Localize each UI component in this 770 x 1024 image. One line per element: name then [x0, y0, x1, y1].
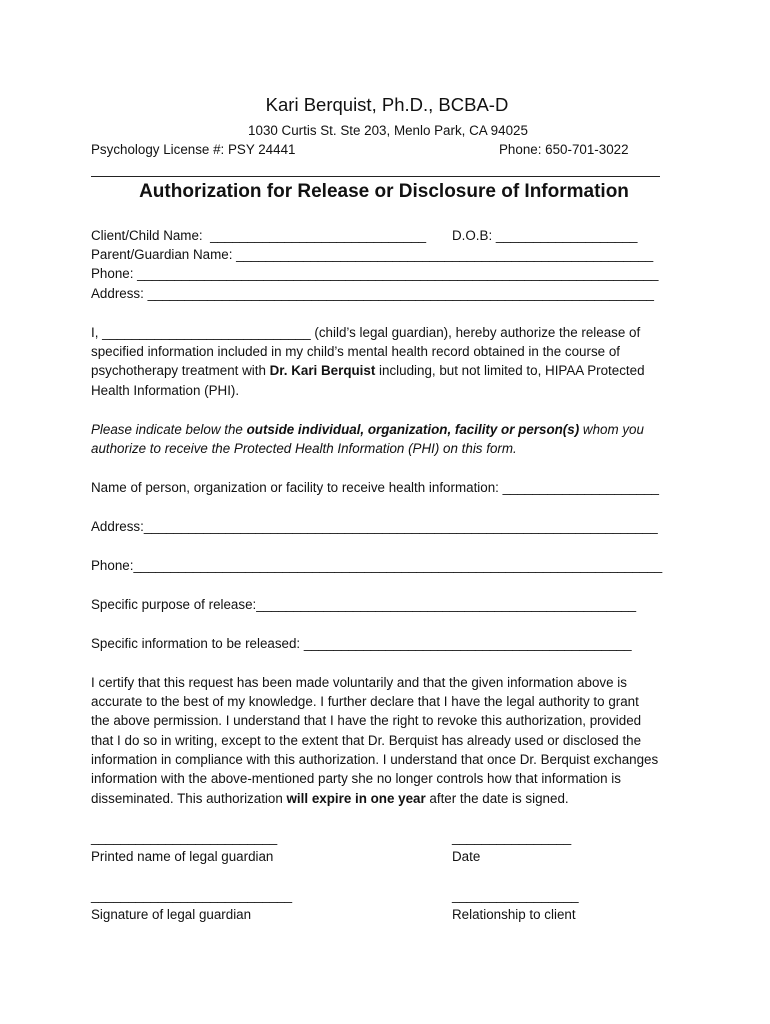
- certification-line-4: that I do so in writing, except to the extent that Dr. Berquist has already used or disclosed the: [91, 733, 642, 748]
- certification-line-5: information in compliance with this authorization. I understand that once Dr. Berquist exchanges: [91, 752, 659, 767]
- license-number: Psychology License #: PSY 24441: [91, 142, 296, 157]
- printed-name-label: Printed name of legal guardian: [91, 849, 274, 864]
- date-line[interactable]: ________________: [452, 830, 572, 845]
- certification-line-7-start: disseminated. This authorization: [91, 791, 287, 806]
- instruction-line-1-end: whom you: [579, 422, 644, 437]
- child-name-field[interactable]: Client/Child Name: _____________________________: [91, 228, 427, 243]
- client-phone-field[interactable]: Phone: ______________________________________________________________________: [91, 266, 659, 281]
- authorization-line-1[interactable]: I, ____________________________ (child’s legal guardian), hereby authorize the release of: [91, 325, 641, 340]
- printed-name-line[interactable]: _________________________: [91, 830, 278, 845]
- signature-line[interactable]: ___________________________: [91, 888, 293, 903]
- instruction-line-1-start: Please indicate below the: [91, 422, 247, 437]
- header-divider: [91, 176, 660, 177]
- expiration-bold: will expire in one year: [286, 791, 426, 806]
- practice-address: 1030 Curtis St. Ste 203, Menlo Park, CA 94025: [248, 123, 528, 138]
- form-title: Authorization for Release or Disclosure of Information: [139, 181, 629, 202]
- date-label: Date: [452, 849, 481, 864]
- relationship-label: Relationship to client: [452, 907, 576, 922]
- recipient-address-field[interactable]: Address:_____________________________________________________________________: [91, 519, 658, 534]
- authorization-line-3-start: psychotherapy treatment with: [91, 363, 270, 378]
- client-address-field[interactable]: Address: ____________________________________________________________________: [91, 286, 654, 301]
- practitioner-name: Kari Berquist, Ph.D., BCBA-D: [265, 94, 509, 115]
- recipient-phone-field[interactable]: Phone:_______________________________________________________________________: [91, 558, 663, 573]
- practice-phone: Phone: 650-701-3022: [499, 142, 629, 157]
- certification-line-7: [91, 789, 569, 808]
- signature-label: Signature of legal guardian: [91, 907, 252, 922]
- authorization-line-2: specified information included in my child’s mental health record obtained in the course of: [91, 344, 620, 359]
- authorization-line-3-end: including, but not limited to, HIPAA Protected: [375, 363, 645, 378]
- authorization-line-4: Health Information (PHI).: [91, 383, 240, 398]
- release-purpose-field[interactable]: Specific purpose of release:___________________________________________________: [91, 597, 637, 612]
- instruction-line-1: [91, 420, 644, 439]
- certification-line-1: I certify that this request has been made voluntarily and that the given information above is: [91, 675, 627, 690]
- authorization-line-3: [91, 361, 645, 380]
- released-information-field[interactable]: Specific information to be released: ____________________________________________: [91, 636, 632, 651]
- guardian-name-field[interactable]: Parent/Guardian Name: ________________________________________________________: [91, 247, 654, 262]
- certification-line-2: accurate to the best of my knowledge. I further declare that I have the legal authority to grant: [91, 694, 639, 709]
- relationship-line[interactable]: _________________: [452, 888, 579, 903]
- certification-line-6: information with the above-mentioned party she no longer controls how that information is: [91, 771, 621, 786]
- instruction-bold-phrase: outside individual, organization, facility or person(s): [246, 422, 580, 437]
- recipient-name-field[interactable]: Name of person, organization or facility to receive health information: _____________________: [91, 480, 659, 495]
- certification-line-3: the above permission. I understand that I have the right to revoke this authorization, provided: [91, 713, 642, 728]
- instruction-line-2: authorize to receive the Protected Health Information (PHI) on this form.: [91, 441, 517, 456]
- doctor-name-bold: Dr. Kari Berquist: [269, 363, 376, 378]
- certification-line-7-end: after the date is signed.: [425, 791, 569, 806]
- dob-field[interactable]: D.O.B: ___________________: [452, 228, 638, 243]
